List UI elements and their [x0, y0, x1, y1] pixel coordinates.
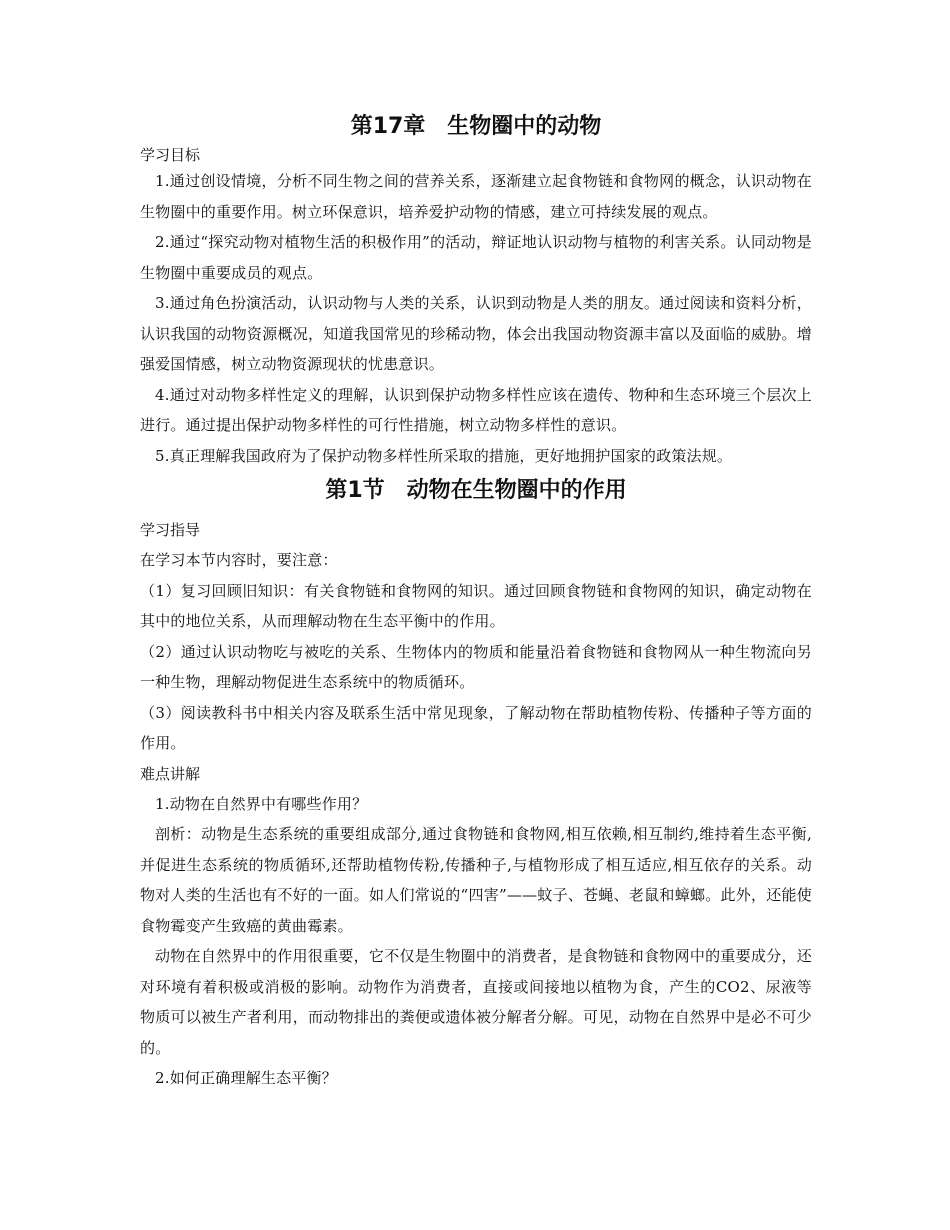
section-title: 第1节 动物在生物圈中的作用: [325, 478, 627, 503]
guide-intro: 在学习本节内容时，要注意：: [140, 551, 338, 569]
goal-item-3: 3.通过角色扮演活动，认识动物与人类的关系，认识到动物是人类的朋友。通过阅读和资料分析，认识我国的动物资源概况，知道我国常见的珍稀动物，体会出我国动物资源丰富以及面临的威胁。增强爱国情感，树立动物资源现状的忧患意识。: [140, 294, 812, 373]
question-1: 1.动物在自然界中有哪些作用？: [155, 794, 368, 813]
guide-item-3: （3）阅读教科书中相关内容及联系生活中常见现象，了解动物在帮助植物传粉、传播种子等方面的作用。: [140, 703, 812, 752]
answer-1-continued: 动物在自然界中的作用很重要，它不仅是生物圈中的消费者，是食物链和食物网中的重要成分，还对环境有着积极或消极的影响。动物作为消费者，直接或间接地以植物为食，产生的CO2、尿液等物质可以被生产者利用，而动物排出的粪便或遗体被分解者分解。可见，动物在自然界中是必不可少的。: [140, 947, 812, 1057]
difficulty-label: 难点讲解: [140, 764, 201, 783]
goal-item-1: 1.通过创设情境，分析不同生物之间的营养关系，逐渐建立起食物链和食物网的概念，认识动物在生物圈中的重要作用。树立环保意识，培养爱护动物的情感，建立可持续发展的观点。: [140, 172, 812, 221]
answer-1: 剖析：动物是生态系统的重要组成部分,通过食物链和食物网,相互依赖,相互制约,维持着生态平衡,并促进生态系统的物质循环,还帮助植物传粉,传播种子,与植物形成了相互适应,相互依存的关系。动物对人类的生活也有不好的一面。如人们常说的“四害”——蚊子、苍蝇、老鼠和蟑螂。此外，还能使食物霉变产生致癌的黄曲霉素。: [140, 825, 812, 935]
goals-label: 学习目标: [140, 146, 201, 164]
goal-item-4: 4.通过对动物多样性定义的理解，认识到保护动物多样性应该在遗传、物种和生态环境三个层次上进行。通过提出保护动物多样性的可行性措施，树立动物多样性的意识。: [140, 385, 812, 434]
guide-label: 学习指导: [140, 521, 201, 539]
goal-item-5: 5.真正理解我国政府为了保护动物多样性所采取的措施，更好地拥护国家的政策法规。: [155, 446, 733, 465]
guide-item-1: （1）复习回顾旧知识：有关食物链和食物网的知识。通过回顾食物链和食物网的知识，确定动物在其中的地位关系，从而理解动物在生态平衡中的作用。: [140, 581, 812, 630]
guide-list: [140, 576, 812, 759]
chapter-title: 第17章 生物圈中的动物: [350, 114, 602, 139]
guide-item-2: （2）通过认识动物吃与被吃的关系、生物体内的物质和能量沿着食物链和食物网从一种生物流向另一种生物，理解动物促进生态系统中的物质循环。: [140, 642, 812, 691]
goals-list: [140, 166, 812, 471]
goal-item-2: 2.通过“探究动物对植物生活的积极作用”的活动，辩证地认识动物与植物的利害关系。认同动物是生物圈中重要成员的观点。: [140, 233, 812, 282]
question-2: 2.如何正确理解生态平衡？: [155, 1069, 337, 1087]
document-content: [140, 110, 812, 1094]
